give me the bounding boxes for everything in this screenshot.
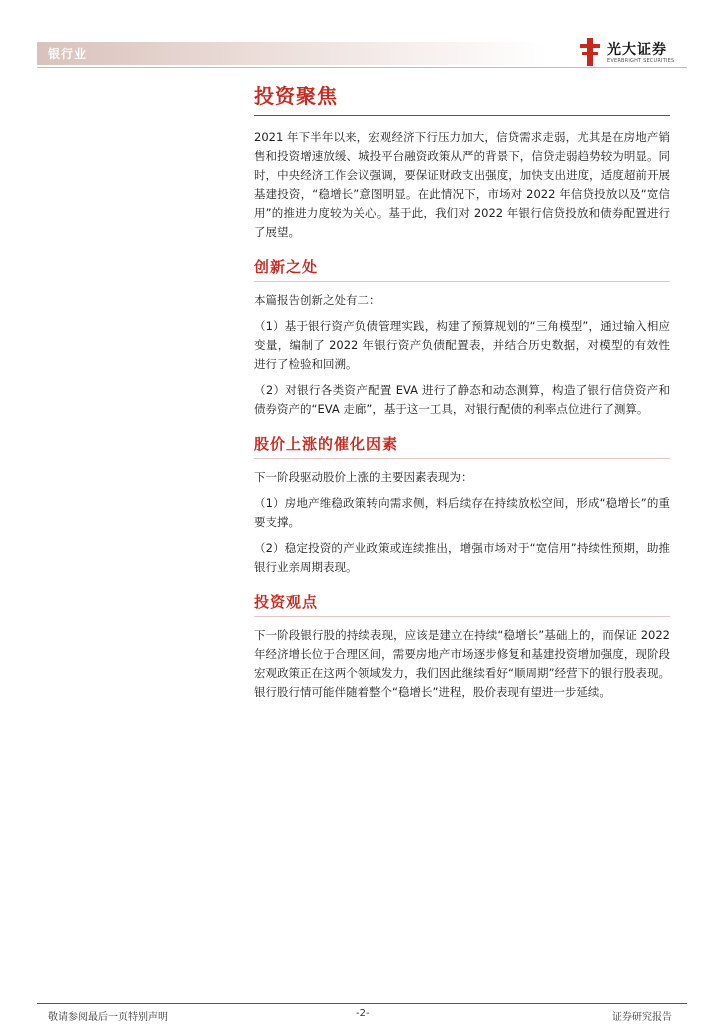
footer-doc-type: 证券研究报告 [612, 1012, 672, 1023]
everbright-logo-icon [580, 38, 600, 66]
section-divider [254, 458, 670, 459]
section-title-catalysts: 股价上涨的催化因素 [254, 435, 399, 453]
sector-label: 银行业 [48, 47, 88, 61]
section-paragraph: 本篇报告创新之处有二： [254, 293, 381, 307]
page-number: -2- [356, 1008, 370, 1019]
section-paragraph: （1）基于银行资产负债管理实践，构建了预算规划的“三角模型”，通过输入相应变量，编制了 2022 年银行资产负债配置表，并结合历史数据，对模型的有效性进行了检验和回溯。 [254, 319, 670, 371]
header-divider [37, 67, 687, 68]
section-title-innovation: 创新之处 [254, 258, 319, 276]
section-paragraph: （2）稳定投资的产业政策或连续推出，增强市场对于“宽信用”持续性预期，助推银行业亲周期表现。 [254, 541, 670, 574]
section-divider [254, 616, 670, 617]
footer-divider [37, 1003, 687, 1004]
section-paragraph: （2）对银行各类资产配置 EVA 进行了静态和动态测算，构造了银行信贷资产和债券资产的“EVA 走廊”，基于这一工具，对银行配债的利率点位进行了测算。 [254, 383, 670, 416]
footer-disclaimer-link[interactable]: 敬请参阅最后一页特别声明 [48, 1012, 168, 1023]
header-band [37, 42, 547, 65]
company-logo [580, 38, 690, 68]
section-paragraph: （1）房地产维稳政策转向需求侧，料后续存在持续放松空间，形成“稳增长”的重要支撑。 [254, 496, 670, 529]
intro-paragraph: 2021 年下半年以来，宏观经济下行压力加大，信贷需求走弱，尤其是在房地产销售和投资增速放缓、城投平台融资政策从严的背景下，信贷走弱趋势较为明显。同时，中央经济工作会议强调，要保证财政支出强度，加快支出进度，适度超前开展基建投资，“稳增长”意图明显。在此情况下，市场对 2022 年信贷投放以及“宽信用”的推进力度较为关心。基于此，我们对 2022 年银行信贷投放和债券配置进行了展望。 [254, 130, 670, 239]
page-title: 投资聚焦 [254, 84, 338, 108]
section-paragraph: 下一阶段驱动股价上涨的主要因素表现为： [254, 470, 473, 484]
section-title-investment-view: 投资观点 [254, 593, 319, 611]
section-divider [254, 281, 670, 282]
logo-english-name: EVERBRIGHT SECURITIES [607, 58, 675, 64]
section-paragraph: 下一阶段银行股的持续表现，应该是建立在持续“稳增长”基础上的，而保证 2022 年经济增长位于合理区间，需要房地产市场逐步修复和基建投资增加强度，现阶段宏观政策正在这两个领域发力，我们因此继续看好“顺周期”经营下的银行股表现。银行股行情可能伴随着整个“稳增长”进程，股价表现有望进一步延续。 [254, 628, 670, 699]
title-divider [254, 115, 670, 116]
logo-chinese-name: 光大证券 [607, 42, 667, 58]
main-content [254, 84, 670, 702]
